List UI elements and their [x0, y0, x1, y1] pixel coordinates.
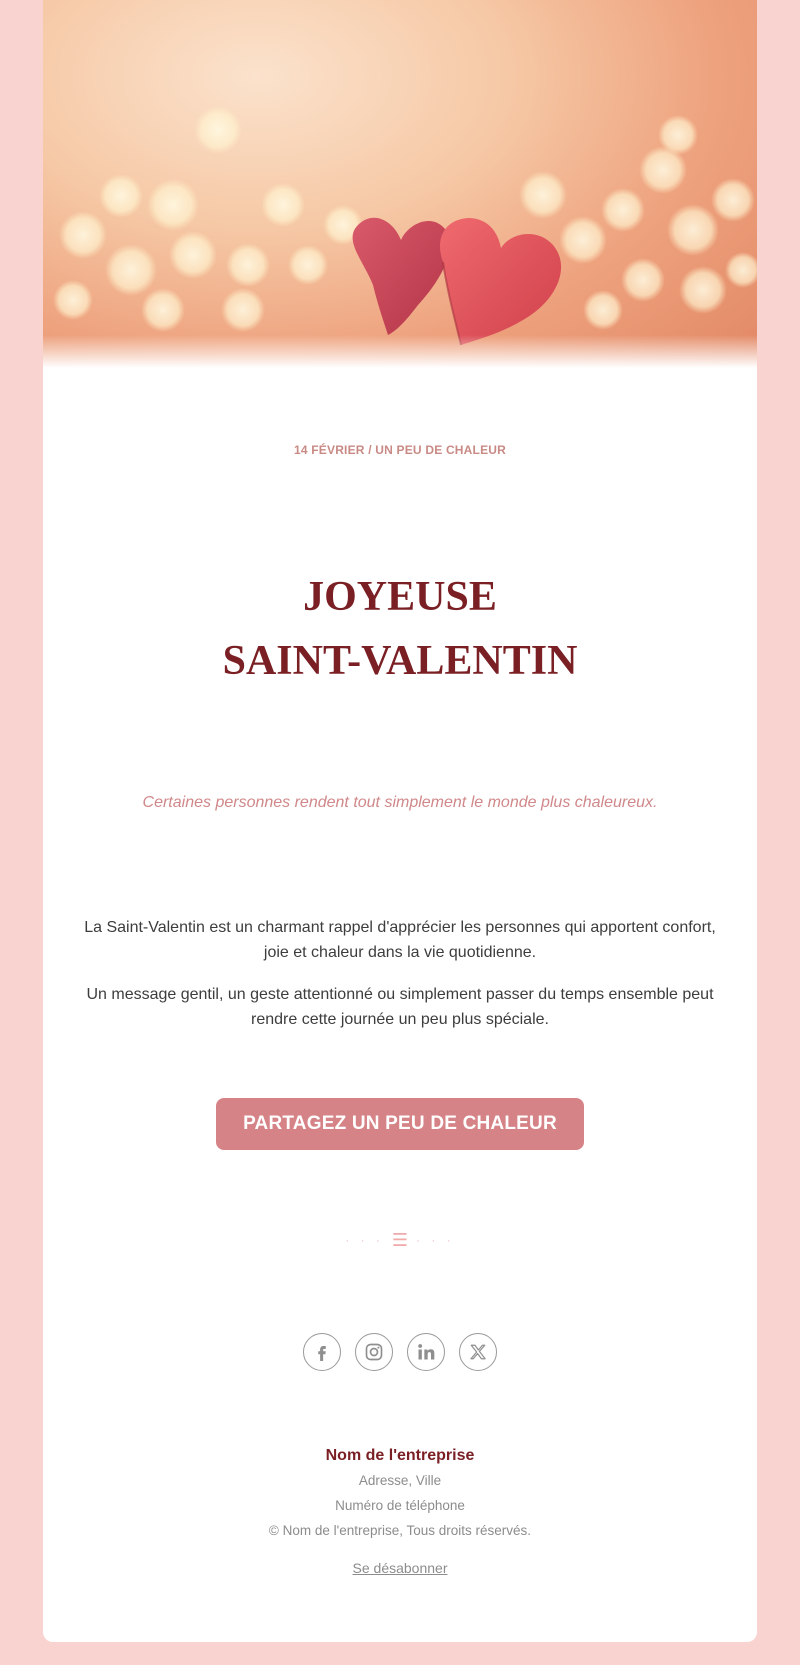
linkedin-icon[interactable]	[407, 1333, 445, 1371]
unsubscribe-link[interactable]: Se désabonner	[352, 1560, 448, 1576]
footer	[43, 1444, 757, 1576]
email-card	[43, 0, 757, 1642]
tagline: Certaines personnes rendent tout simplement le monde plus chaleureux.	[142, 794, 658, 811]
linkedin-glyph	[416, 1342, 436, 1362]
divider-center-icon: ☰	[391, 1230, 409, 1250]
title-line-2: SAINT-VALENTIN	[222, 638, 578, 684]
hero-fade	[43, 335, 757, 380]
body-text	[83, 915, 717, 1049]
instagram-glyph	[364, 1342, 384, 1362]
page-title	[43, 565, 757, 693]
share-warmth-button[interactable]: PARTAGEZ UN PEU DE CHALEUR	[216, 1098, 584, 1150]
facebook-glyph	[313, 1343, 331, 1361]
company-name: Nom de l'entreprise	[325, 1447, 475, 1464]
divider-dots-left: · · ·	[345, 1233, 384, 1247]
copyright-notice: © Nom de l'entreprise, Tous droits réservés.	[268, 1523, 532, 1538]
company-address: Adresse, Ville	[358, 1473, 442, 1488]
company-phone: Numéro de téléphone	[335, 1498, 465, 1513]
instagram-icon[interactable]	[355, 1333, 393, 1371]
hearts-bokeh-illustration	[43, 0, 757, 380]
divider-dots-right: · · ·	[416, 1233, 455, 1247]
ornament-divider	[43, 1230, 757, 1250]
x-twitter-icon[interactable]	[459, 1333, 497, 1371]
body-paragraph-1: La Saint-Valentin est un charmant rappel d'apprécier les personnes qui apportent confort, joie et chaleur dans la vie quotidienne.	[84, 919, 716, 961]
x-glyph	[469, 1343, 487, 1361]
hero-image	[43, 0, 757, 380]
social-links	[43, 1333, 757, 1373]
facebook-icon[interactable]	[303, 1333, 341, 1371]
eyebrow-date: 14 FÉVRIER / UN PEU DE CHALEUR	[293, 443, 507, 457]
body-paragraph-2: Un message gentil, un geste attentionné ou simplement passer du temps ensemble peut rendre cette journée un peu plus spéciale.	[86, 986, 714, 1028]
title-line-1: JOYEUSE	[303, 574, 497, 620]
